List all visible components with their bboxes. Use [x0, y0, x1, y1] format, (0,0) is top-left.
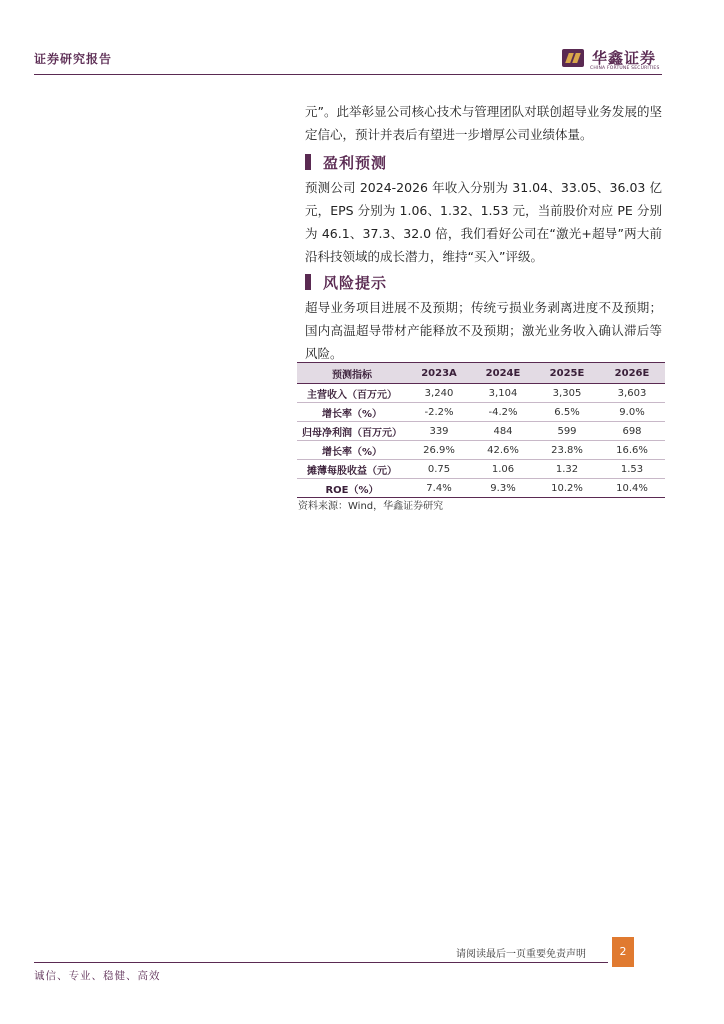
disclaimer-note: 请阅读最后一页重要免责声明 — [456, 949, 586, 960]
table-cell: 484 — [471, 422, 535, 441]
table-source-note: 资料来源：Wind，华鑫证券研究 — [298, 501, 444, 512]
table-cell: 1.06 — [471, 460, 535, 479]
table-cell: 42.6% — [471, 441, 535, 460]
header-divider — [34, 74, 662, 75]
table-row — [297, 384, 665, 403]
profit-forecast-block — [305, 176, 662, 268]
table-row — [297, 403, 665, 422]
report-type-label: 证券研究报告 — [34, 52, 113, 66]
row-label: 摊薄每股收益（元） — [297, 460, 407, 479]
table-cell: 9.0% — [599, 403, 665, 422]
table-cell: 23.8% — [535, 441, 599, 460]
table-header-cell: 2025E — [535, 363, 599, 384]
table-cell: 3,104 — [471, 384, 535, 403]
table-cell: 0.75 — [407, 460, 471, 479]
logo-cn-text: 华鑫证券 — [592, 49, 657, 67]
section-title: 风险提示 — [323, 273, 388, 292]
table-cell: 10.2% — [535, 479, 599, 498]
table-cell: 6.5% — [535, 403, 599, 422]
table-row — [297, 441, 665, 460]
table-row — [297, 422, 665, 441]
row-label: 增长率（%） — [297, 403, 407, 422]
table-row — [297, 479, 665, 498]
table-header-cell: 2024E — [471, 363, 535, 384]
profit-forecast-paragraph: 预测公司 2024-2026 年收入分别为 31.04、33.05、36.03 亿元，EPS 分别为 1.06、1.32、1.53 元，当前股价对应 PE 分别为 46.1、37.3、32.0 倍，我们看好公司在“激光+超导”两大前沿科技领域的成长潜力，维持“买入”评级。 — [305, 180, 662, 264]
table-header-cell: 2023A — [407, 363, 471, 384]
table-cell: 16.6% — [599, 441, 665, 460]
table-cell: 339 — [407, 422, 471, 441]
table-cell: 1.32 — [535, 460, 599, 479]
table-header-cell: 2026E — [599, 363, 665, 384]
footer-slogan: 诚信、专业、稳健、高效 — [34, 970, 161, 982]
table-cell: 698 — [599, 422, 665, 441]
table-cell: 26.9% — [407, 441, 471, 460]
table-cell: 1.53 — [599, 460, 665, 479]
row-label: 增长率（%） — [297, 441, 407, 460]
company-logo — [562, 47, 662, 73]
table-cell: 3,305 — [535, 384, 599, 403]
table-cell: 10.4% — [599, 479, 665, 498]
table-header-cell: 预测指标 — [297, 363, 407, 384]
risk-paragraph: 超导业务项目进展不及预期；传统亏损业务剥离进度不及预期；国内高温超导带材产能释放不及预期；激光业务收入确认滞后等风险。 — [305, 300, 662, 361]
forecast-table — [297, 362, 665, 498]
section-heading-risk — [305, 272, 387, 292]
section-heading-profit-forecast — [305, 152, 387, 172]
table-row — [297, 460, 665, 479]
footer-divider — [34, 962, 608, 963]
table-cell: 3,603 — [599, 384, 665, 403]
risk-block — [305, 296, 662, 365]
table-cell: -2.2% — [407, 403, 471, 422]
row-label: ROE（%） — [297, 479, 407, 498]
table-header-row — [297, 363, 665, 384]
section-bar-marker — [305, 154, 311, 170]
logo-mark-icon — [562, 49, 584, 67]
section-title: 盈利预测 — [323, 153, 388, 172]
table-cell: 9.3% — [471, 479, 535, 498]
intro-block — [305, 100, 662, 146]
logo-en-text: CHINA FORTUNE SECURITIES — [590, 66, 660, 71]
table-cell: 7.4% — [407, 479, 471, 498]
intro-paragraph: 元”。此举彰显公司核心技术与管理团队对联创超导业务发展的坚定信心，预计并表后有望进一步增厚公司业绩体量。 — [305, 104, 662, 142]
table-cell: 3,240 — [407, 384, 471, 403]
table-cell: 599 — [535, 422, 599, 441]
table-cell: -4.2% — [471, 403, 535, 422]
page-number-badge: 2 — [612, 937, 634, 967]
row-label: 主营收入（百万元） — [297, 384, 407, 403]
section-bar-marker — [305, 274, 311, 290]
row-label: 归母净利润（百万元） — [297, 422, 407, 441]
